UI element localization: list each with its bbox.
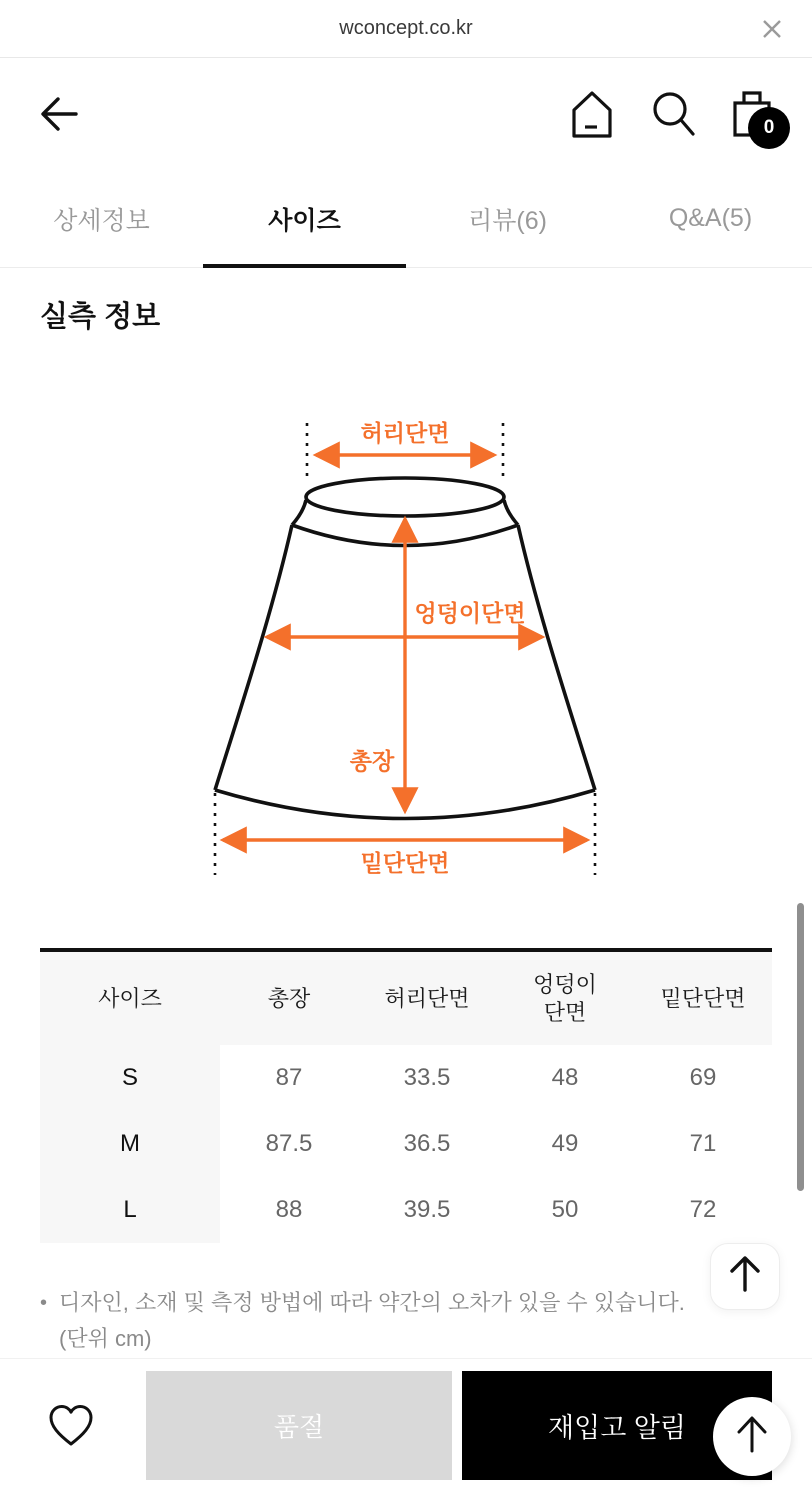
table-row-l-hip: 50 bbox=[551, 1196, 579, 1223]
navbar-icons bbox=[570, 89, 774, 139]
scroll-top-button-circle[interactable] bbox=[713, 1397, 791, 1476]
scrollbar-thumb[interactable] bbox=[797, 903, 804, 1191]
disclaimer-text: 디자인, 소재 및 측정 방법에 따라 약간의 오차가 있을 수 있습니다. (단위 cm) bbox=[59, 1290, 685, 1352]
size-table-header-hem: 밑단단면 bbox=[634, 952, 772, 1045]
table-row-l-size: L bbox=[40, 1177, 220, 1243]
size-table-header-hip: 엉덩이단면 bbox=[496, 952, 634, 1045]
skirt-measurement-diagram bbox=[0, 335, 812, 948]
back-icon[interactable] bbox=[38, 94, 80, 134]
length-dimension-label: 총장 bbox=[349, 748, 395, 774]
waistband-ellipse bbox=[306, 478, 504, 516]
waistband-right-edge bbox=[504, 500, 518, 525]
measurement-disclaimer bbox=[40, 1285, 772, 1358]
size-table-header-waist: 허리단면 bbox=[358, 952, 496, 1045]
close-icon[interactable] bbox=[760, 17, 784, 41]
table-row-l-waist: 39.5 bbox=[403, 1196, 451, 1223]
arrow-up-icon bbox=[728, 1255, 762, 1298]
skirt-right-side bbox=[518, 525, 595, 790]
tab-size[interactable]: 사이즈 bbox=[203, 170, 406, 267]
hip-dimension-label: 엉덩이단면 bbox=[414, 600, 526, 626]
tab-reviews[interactable]: 리뷰(6) bbox=[468, 206, 547, 235]
home-icon[interactable] bbox=[570, 89, 614, 139]
table-row-l-hem: 72 bbox=[689, 1196, 717, 1223]
page-title: 실측 정보 bbox=[40, 301, 161, 333]
bottom-action-bar bbox=[0, 1358, 812, 1492]
table-row-s-length: 87 bbox=[275, 1064, 303, 1091]
scroll-top-button[interactable] bbox=[710, 1243, 780, 1310]
table-row-s-size: S bbox=[40, 1045, 220, 1111]
size-table bbox=[40, 948, 772, 1243]
table-row-m-hip: 49 bbox=[551, 1130, 579, 1157]
table-row-s-hem: 69 bbox=[689, 1064, 717, 1091]
soldout-button[interactable]: 품절 bbox=[146, 1371, 452, 1480]
search-icon[interactable] bbox=[650, 89, 696, 139]
tab-qna[interactable]: Q&A(5) bbox=[668, 204, 753, 232]
product-tabs bbox=[0, 170, 812, 268]
skirt-left-side bbox=[215, 525, 292, 790]
table-row-m-hem: 71 bbox=[689, 1130, 717, 1157]
waist-dimension-label: 허리단면 bbox=[360, 420, 450, 446]
bag-icon[interactable] bbox=[732, 89, 774, 139]
table-row-m-size: M bbox=[40, 1111, 220, 1177]
hem-dimension-label: 밑단단면 bbox=[360, 850, 450, 876]
table-row-m-waist: 36.5 bbox=[403, 1130, 451, 1157]
arrow-up-icon bbox=[735, 1414, 769, 1459]
table-row-m-length: 87.5 bbox=[265, 1130, 313, 1157]
tab-detail-info[interactable]: 상세정보 bbox=[53, 206, 150, 235]
table-row-l-length: 88 bbox=[275, 1196, 303, 1223]
size-table-header-length: 총장 bbox=[220, 952, 358, 1045]
table-row-s-hip: 48 bbox=[551, 1064, 579, 1091]
browser-titlebar bbox=[0, 0, 812, 58]
wishlist-heart-icon[interactable] bbox=[48, 1404, 94, 1448]
table-row-s-waist: 33.5 bbox=[403, 1064, 451, 1091]
size-table-header-size: 사이즈 bbox=[40, 952, 220, 1045]
restock-alert-button[interactable]: 재입고 알림 bbox=[462, 1371, 772, 1480]
app-navbar bbox=[0, 58, 812, 170]
cart-count-badge: 0 bbox=[748, 107, 790, 149]
waistband-left-edge bbox=[292, 500, 306, 525]
bullet: • bbox=[40, 1292, 48, 1314]
browser-url: wconcept.co.kr bbox=[339, 17, 473, 39]
